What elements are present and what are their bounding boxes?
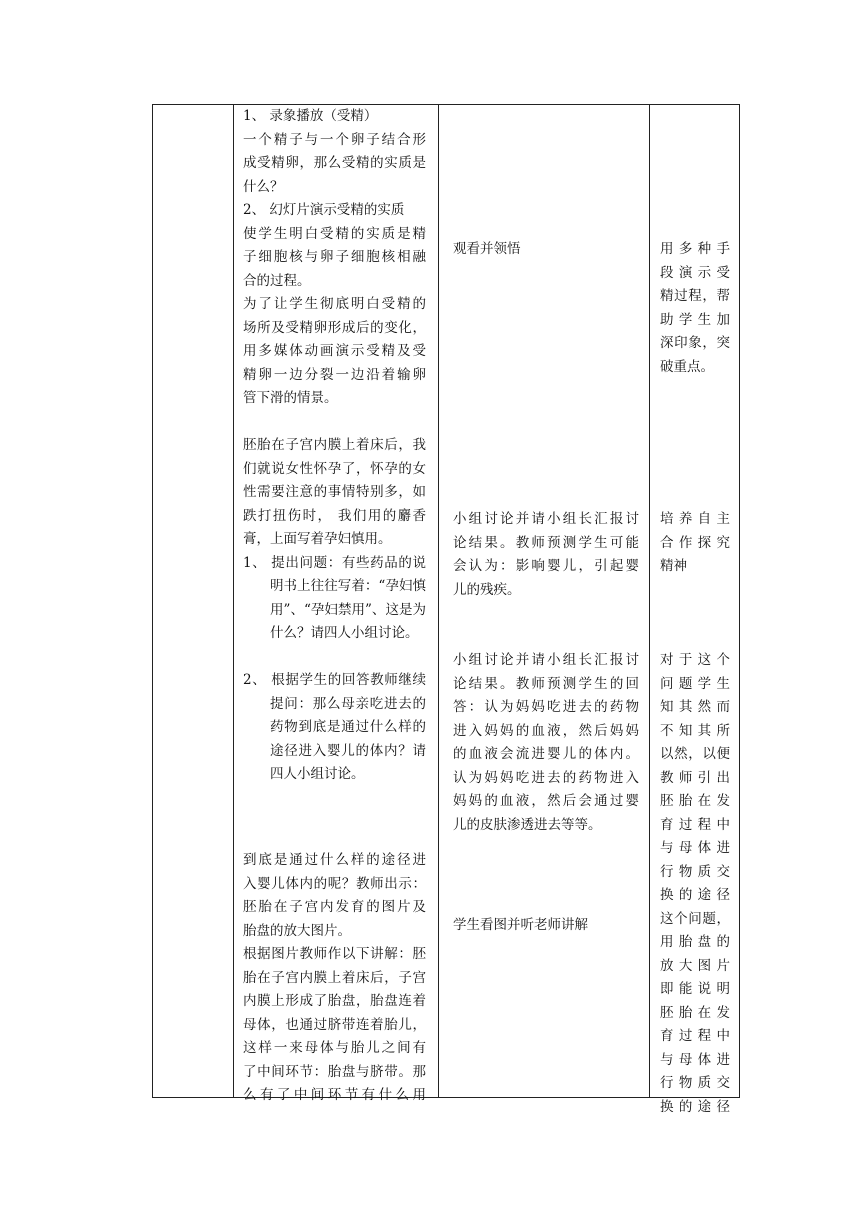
text-line: 放大图片: [660, 957, 730, 974]
text-line: 途径进入婴儿的体内？请: [270, 742, 426, 759]
text-line: 答：认为妈妈吃进去的药物: [453, 699, 639, 715]
text-line: 对于这个: [660, 652, 730, 668]
student-activity-discussion-one: [453, 508, 639, 602]
teacher-activity-column: [243, 105, 426, 787]
text-line: 用多媒体动画演示受精及受: [243, 343, 426, 359]
text-line: 问题学生: [660, 675, 730, 692]
lesson-plan-table: [152, 104, 740, 1115]
text-line: 行物质交: [660, 863, 730, 880]
text-line: 精神: [660, 558, 687, 574]
text-line: 育过程中: [660, 816, 730, 833]
text-line: 入婴儿体内的呢？教师出示：: [243, 875, 426, 892]
text-line: 小组讨论并请小组长汇报讨: [453, 652, 639, 668]
text-line: 培养自主: [660, 511, 730, 527]
design-intent-fertilization: [660, 238, 730, 379]
text-line: 性需要注意的事情特别多，如: [243, 484, 426, 500]
text-line: 精卵一边分裂一边沿着输卵: [243, 366, 426, 383]
text-line: 换的途径: [660, 887, 730, 903]
text-line: 妈妈的血液，然后会通过婴: [453, 793, 639, 809]
question-one-block: [243, 552, 426, 646]
text-line: 药物到底是通过什么样的: [270, 719, 426, 735]
text-line: 进入妈妈的血液，然后妈妈: [453, 722, 639, 739]
text-line: 子细胞核与卵子细胞核相融: [243, 249, 426, 265]
text-line: 成受精卵，那么受精的实质是: [243, 155, 426, 171]
text-line: 胚胎在子宫内膜上着床后，我: [243, 437, 426, 453]
text-line: 2、 根据学生的回答教师继续: [243, 672, 426, 688]
question-two-block: [243, 669, 426, 787]
design-intent-cooperation: [660, 508, 730, 579]
pregnancy-intro-block: [243, 434, 426, 552]
design-intent-placenta: [660, 649, 730, 1119]
text-line: 用”、“孕妇禁用”、这是为: [270, 601, 426, 618]
text-line: 破重点。: [660, 358, 714, 375]
text-line: 观看并领悟: [453, 241, 521, 257]
text-line: 一个精子与一个卵子结合形: [243, 131, 426, 148]
text-line: 认为妈妈吃进去的药物进入: [453, 769, 639, 786]
text-line: 四人小组讨论。: [270, 766, 365, 782]
column-divider: [438, 105, 439, 1097]
text-line: 根据图片教师作以下讲解：胚: [243, 946, 426, 962]
text-line: 行物质交: [660, 1075, 730, 1091]
text-line: 知其然而: [660, 699, 730, 715]
text-line: 小组讨论并请小组长汇报讨: [453, 511, 639, 527]
text-line: 胚胎在发: [660, 1004, 730, 1021]
text-line: 合作探究: [660, 534, 730, 551]
text-line: 儿的残疾。: [453, 581, 521, 598]
text-line: 与母体进: [660, 1051, 730, 1068]
text-line: 儿的皮肤渗透进去等等。: [453, 816, 602, 833]
text-line: 论结果。教师预测学生的回: [453, 675, 639, 692]
text-line: 教师引出: [660, 769, 730, 786]
text-line: 们就说女性怀孕了，怀孕的女: [243, 460, 426, 477]
text-line: 的血液会流进婴儿的体内。: [453, 746, 639, 762]
text-line: 胚胎在发: [660, 793, 730, 809]
text-line: 膏，上面写着孕妇慎用。: [243, 531, 392, 547]
text-line: 提问：那么母亲吃进去的: [270, 695, 426, 712]
text-line: 什么？请四人小组讨论。: [270, 625, 419, 641]
text-line: 用胎盘的: [660, 934, 730, 950]
column-divider: [649, 105, 650, 1097]
text-line: 用多种手: [660, 241, 730, 257]
text-line: 内膜上形成了胎盘，胎盘连着: [243, 993, 426, 1009]
text-line: 胚胎在子宫内发育的图片及: [243, 899, 426, 915]
text-line: 1、 录象播放（受精）: [243, 108, 378, 124]
text-line: 胎在子宫内膜上着床后，子宫: [243, 969, 426, 986]
text-line: 深印象，突: [660, 335, 730, 351]
text-line: 精过程，帮: [660, 288, 730, 304]
text-line: 换的途径: [660, 1098, 730, 1115]
text-line: 到底是通过什么样的途径进: [243, 852, 426, 868]
text-line: 合的过程。: [243, 272, 311, 289]
text-line: 不知其所: [660, 722, 730, 739]
text-line: 母体，也通过脐带连着胎儿，: [243, 1016, 426, 1033]
text-line: 使学生明白受精的实质是精: [243, 225, 426, 242]
text-line: 以然，以便: [660, 746, 730, 762]
text-line: 会认为：影响婴儿，引起婴: [453, 558, 639, 574]
text-line: 管下滑的情景。: [243, 390, 338, 406]
text-line: 段演示受: [660, 264, 730, 281]
text-line: 胎盘的放大图片。: [243, 922, 351, 939]
column-divider: [233, 105, 234, 1097]
text-line: 场所及受精卵形成后的变化，: [243, 319, 426, 336]
stage-column-cell: [153, 105, 233, 1097]
text-line: 这个问题，: [660, 910, 730, 927]
text-line: 2、 幻灯片演示受精的实质: [243, 202, 405, 218]
video-fertilization-block: [243, 105, 426, 411]
text-line: 即能说明: [660, 981, 730, 997]
text-line: 这样一来母体与胎儿之间有: [243, 1040, 426, 1056]
student-activity-view-picture: [453, 914, 639, 938]
text-line: 明书上往往写着：“孕妇慎: [270, 578, 426, 594]
text-line: 了中间环节：胎盘与脐带。那: [243, 1063, 426, 1080]
text-line: 学生看图并听老师讲解: [453, 917, 588, 933]
student-activity-watch: [453, 238, 639, 262]
text-line: 什么？: [243, 178, 284, 195]
text-line: 助学生加: [660, 311, 730, 328]
text-line: 跌打扭伤时， 我们用的麝香: [243, 507, 426, 524]
text-line: 与母体进: [660, 840, 730, 856]
text-line: 为了让学生彻底明白受精的: [243, 296, 426, 312]
text-line: 么有了中间环节有什么用: [243, 1087, 426, 1103]
student-activity-discussion-two: [453, 649, 639, 837]
text-line: 1、 提出问题：有些药品的说: [243, 554, 426, 571]
text-line: 育过程中: [660, 1028, 730, 1044]
placenta-explanation-block: [243, 849, 426, 1108]
text-line: 论结果。教师预测学生可能: [453, 534, 639, 551]
